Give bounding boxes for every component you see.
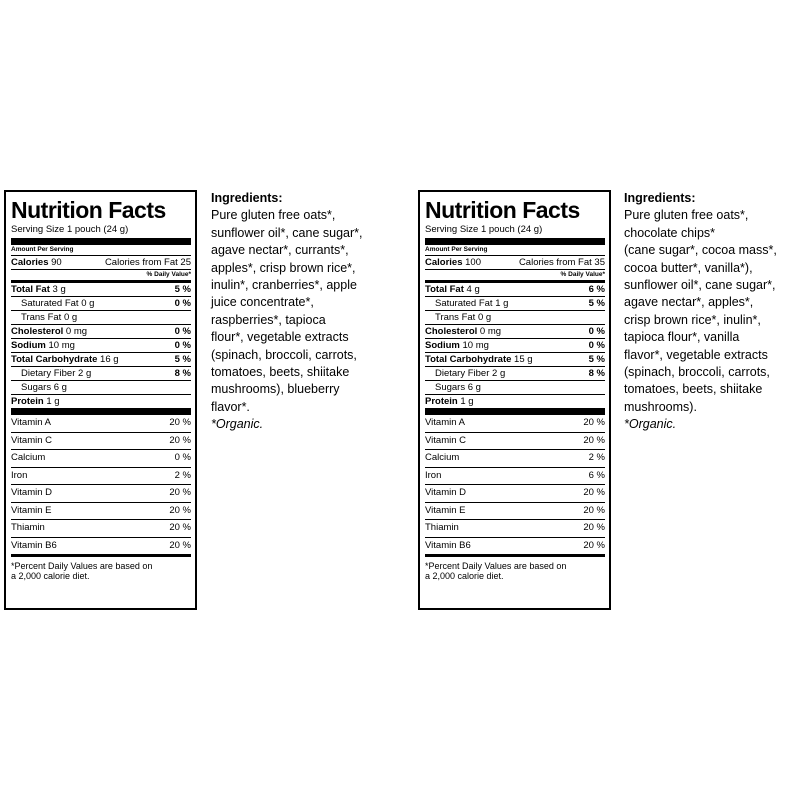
ingredients-line: raspberries*, tapioca [211, 312, 326, 327]
sodium-pct: 0 % [588, 340, 605, 351]
vitamin-row [425, 468, 605, 486]
vitamin-pct: 20 % [169, 539, 191, 551]
vitamin-name: Calcium [425, 452, 460, 463]
dietary-fiber-row [11, 367, 191, 381]
daily-value-header: % Daily Value* [425, 270, 605, 283]
ingredients-line: tapioca flour*, vanilla [624, 330, 740, 345]
ingredients-line: cocoa butter*, vanilla*), [624, 260, 753, 275]
saturated-fat-pct: 5 % [588, 298, 605, 309]
vitamin-name: Vitamin E [11, 504, 52, 516]
organic-note: *Organic. [211, 417, 264, 432]
total-fat-amount: 3 g [52, 284, 66, 295]
vitamin-name: Vitamin B6 [11, 539, 57, 551]
vitamin-pct: 20 % [583, 522, 605, 533]
ingredients-line: mushrooms). [624, 399, 697, 414]
protein-label: Protein [425, 396, 458, 407]
ingredients-line: tomatoes, beets, shiitake [624, 382, 763, 397]
vitamin-row [425, 538, 605, 558]
vitamin-row [11, 415, 191, 433]
trans-fat-row [425, 311, 605, 325]
vitamin-pct: 20 % [169, 487, 191, 498]
ingredients-line: inulin*, cranberries*, apple [211, 278, 357, 293]
ingredients-line: flour*, vegetable extracts [211, 330, 349, 345]
vitamin-row [11, 503, 191, 521]
trans-fat-row [11, 311, 191, 325]
total-carbohydrate-pct: 5 % [588, 354, 605, 365]
vitamin-pct: 20 % [169, 522, 191, 533]
vitamin-pct: 20 % [583, 539, 605, 551]
trans-fat-amount: 0 g [477, 312, 492, 323]
sodium-amount: 10 mg [48, 340, 75, 351]
vitamin-name: Vitamin B6 [425, 539, 471, 551]
vitamin-name: Vitamin A [425, 417, 465, 428]
vitamin-name: Vitamin C [11, 434, 53, 446]
trans-fat-label: Trans Fat [21, 312, 62, 323]
total-carbohydrate-label: Total Carbohydrate [425, 354, 512, 365]
dietary-fiber-label: Dietary Fiber [435, 368, 490, 379]
dietary-fiber-row [425, 367, 605, 381]
vitamin-name: Thiamin [425, 522, 459, 533]
protein-amount: 1 g [46, 396, 60, 407]
sodium-amount: 10 mg [462, 340, 489, 351]
vitamin-pct: 20 % [169, 417, 191, 428]
dietary-fiber-amount: 2 g [78, 368, 92, 379]
sodium-label: Sodium [11, 340, 46, 351]
total-carbohydrate-row [425, 353, 605, 367]
calories [11, 256, 62, 269]
ingredients-line: sunflower oil*, cane sugar*, [624, 278, 776, 293]
ingredients-line: (spinach, broccoli, carrots, [211, 347, 357, 362]
sugars-label: Sugars [435, 382, 466, 393]
protein-label: Protein [11, 396, 44, 407]
footnote-line: *Percent Daily Values are based on [425, 561, 567, 571]
protein-row [11, 395, 191, 415]
saturated-fat-pct: 0 % [174, 298, 191, 309]
footnote-line: a 2,000 calorie diet. [11, 571, 90, 581]
saturated-fat-amount: 0 g [81, 298, 95, 309]
sugars-row [11, 381, 191, 395]
ingredients-heading: Ingredients: [211, 191, 283, 205]
vitamin-row [11, 520, 191, 538]
vitamin-row [11, 433, 191, 451]
vitamin-pct: 20 % [169, 504, 191, 516]
ingredients-text [624, 207, 799, 416]
dietary-fiber-pct: 8 % [174, 368, 191, 379]
ingredients-line: agave nectar*, apples*, [624, 295, 754, 310]
vitamin-row [425, 503, 605, 521]
sodium-row [425, 339, 605, 353]
total-carbohydrate-pct: 5 % [174, 354, 191, 365]
sodium-label: Sodium [425, 340, 460, 351]
vitamin-row [425, 433, 605, 451]
ingredients-line: apples*, crisp brown rice*, [211, 260, 356, 275]
ingredients-line: Pure gluten free oats*, [211, 208, 336, 223]
saturated-fat-row [11, 297, 191, 311]
ingredients-line: Pure gluten free oats*, [624, 208, 749, 223]
dietary-fiber-pct: 8 % [588, 368, 605, 379]
vitamin-name: Vitamin C [425, 434, 467, 446]
total-carbohydrate-label: Total Carbohydrate [11, 354, 98, 365]
daily-value-footnote [425, 561, 605, 581]
vitamin-row [425, 450, 605, 468]
sodium-row [11, 339, 191, 353]
dietary-fiber-label: Dietary Fiber [21, 368, 76, 379]
total-fat-label: Total Fat [425, 284, 464, 295]
footnote-line: a 2,000 calorie diet. [425, 571, 504, 581]
dietary-fiber-amount: 2 g [492, 368, 506, 379]
ingredients-line: chocolate chips* [624, 225, 716, 240]
vitamin-row [425, 415, 605, 433]
vitamin-name: Vitamin D [425, 487, 467, 498]
amount-per-serving: Amount Per Serving [11, 245, 191, 256]
cholesterol-label: Cholesterol [425, 326, 478, 337]
ingredients-block [211, 190, 386, 434]
vitamin-pct: 6 % [588, 469, 605, 481]
serving-size: Serving Size 1 pouch (24 g) [425, 224, 605, 245]
nutrition-facts-label [4, 190, 197, 610]
nutrition-facts-title: Nutrition Facts [11, 197, 166, 223]
vitamin-row [11, 450, 191, 468]
total-fat-pct: 5 % [174, 284, 191, 295]
amount-per-serving: Amount Per Serving [425, 245, 605, 256]
calories-label: Calories [425, 257, 463, 268]
vitamin-pct: 20 % [583, 487, 605, 498]
ingredients-line: tomatoes, beets, shiitake [211, 365, 350, 380]
sugars-amount: 6 g [467, 382, 481, 393]
total-carbohydrate-row [11, 353, 191, 367]
protein-amount: 1 g [460, 396, 474, 407]
total-fat-pct: 6 % [588, 284, 605, 295]
saturated-fat-row [425, 297, 605, 311]
ingredients-line: flavor*. [211, 399, 250, 414]
calories [425, 256, 481, 269]
saturated-fat-label: Saturated Fat [435, 298, 493, 309]
vitamin-row [425, 520, 605, 538]
vitamin-pct: 0 % [174, 452, 191, 463]
vitamin-pct: 2 % [174, 469, 191, 481]
vitamin-row [425, 485, 605, 503]
vitamin-pct: 20 % [169, 434, 191, 446]
total-carbohydrate-amount: 15 g [514, 354, 533, 365]
total-fat-amount: 4 g [466, 284, 480, 295]
sugars-amount: 6 g [53, 382, 67, 393]
calories-value: 90 [51, 257, 62, 268]
vitamin-name: Calcium [11, 452, 46, 463]
cholesterol-pct: 0 % [174, 326, 191, 337]
cholesterol-amount: 0 mg [65, 326, 88, 337]
footnote-line: *Percent Daily Values are based on [11, 561, 153, 571]
calories-label: Calories [11, 257, 49, 268]
vitamin-pct: 2 % [588, 452, 605, 463]
vitamin-name: Vitamin D [11, 487, 53, 498]
total-carbohydrate-amount: 16 g [100, 354, 119, 365]
saturated-fat-label: Saturated Fat [21, 298, 79, 309]
vitamin-list [11, 415, 191, 557]
trans-fat-amount: 0 g [63, 312, 78, 323]
ingredients-line: juice concentrate*, [211, 295, 314, 310]
ingredients-line: (spinach, broccoli, carrots, [624, 365, 770, 380]
cholesterol-amount: 0 mg [479, 326, 502, 337]
calories-from-fat: Calories from Fat 35 [518, 257, 605, 268]
ingredients-line: agave nectar*, currants*, [211, 243, 349, 258]
protein-row [425, 395, 605, 415]
trans-fat-label: Trans Fat [435, 312, 476, 323]
cholesterol-row [425, 325, 605, 339]
cholesterol-label: Cholesterol [11, 326, 64, 337]
ingredients-line: (cane sugar*, cocoa mass*, [624, 243, 777, 258]
serving-size: Serving Size 1 pouch (24 g) [11, 224, 191, 245]
ingredients-heading: Ingredients: [624, 191, 696, 205]
ingredients-line: sunflower oil*, cane sugar*, [211, 225, 363, 240]
saturated-fat-amount: 1 g [495, 298, 509, 309]
ingredients-text [211, 207, 386, 416]
total-fat-row [425, 283, 605, 297]
daily-value-header: % Daily Value* [11, 270, 191, 283]
vitamin-name: Thiamin [11, 522, 45, 533]
vitamin-list [425, 415, 605, 557]
sugars-label: Sugars [21, 382, 52, 393]
vitamin-name: Vitamin E [425, 504, 466, 516]
ingredients-line: mushrooms), blueberry [211, 382, 340, 397]
cholesterol-row [11, 325, 191, 339]
organic-note: *Organic. [624, 417, 677, 432]
total-fat-row [11, 283, 191, 297]
calories-value: 100 [465, 257, 481, 268]
vitamin-name: Iron [425, 469, 442, 481]
vitamin-pct: 20 % [583, 417, 605, 428]
sodium-pct: 0 % [174, 340, 191, 351]
vitamin-pct: 20 % [583, 434, 605, 446]
calories-from-fat: Calories from Fat 25 [104, 257, 191, 268]
nutrition-facts-title: Nutrition Facts [425, 197, 580, 223]
vitamin-row [11, 468, 191, 486]
daily-value-footnote [11, 561, 191, 581]
sugars-row [425, 381, 605, 395]
ingredients-block [624, 190, 799, 434]
vitamin-row [11, 485, 191, 503]
calories-row [11, 256, 191, 270]
calories-row [425, 256, 605, 270]
vitamin-pct: 20 % [583, 504, 605, 516]
total-fat-label: Total Fat [11, 284, 50, 295]
vitamin-name: Vitamin A [11, 417, 51, 428]
cholesterol-pct: 0 % [588, 326, 605, 337]
ingredients-line: flavor*, vegetable extracts [624, 347, 768, 362]
ingredients-line: crisp brown rice*, inulin*, [624, 312, 761, 327]
nutrition-facts-label [418, 190, 611, 610]
vitamin-name: Iron [11, 469, 28, 481]
vitamin-row [11, 538, 191, 558]
